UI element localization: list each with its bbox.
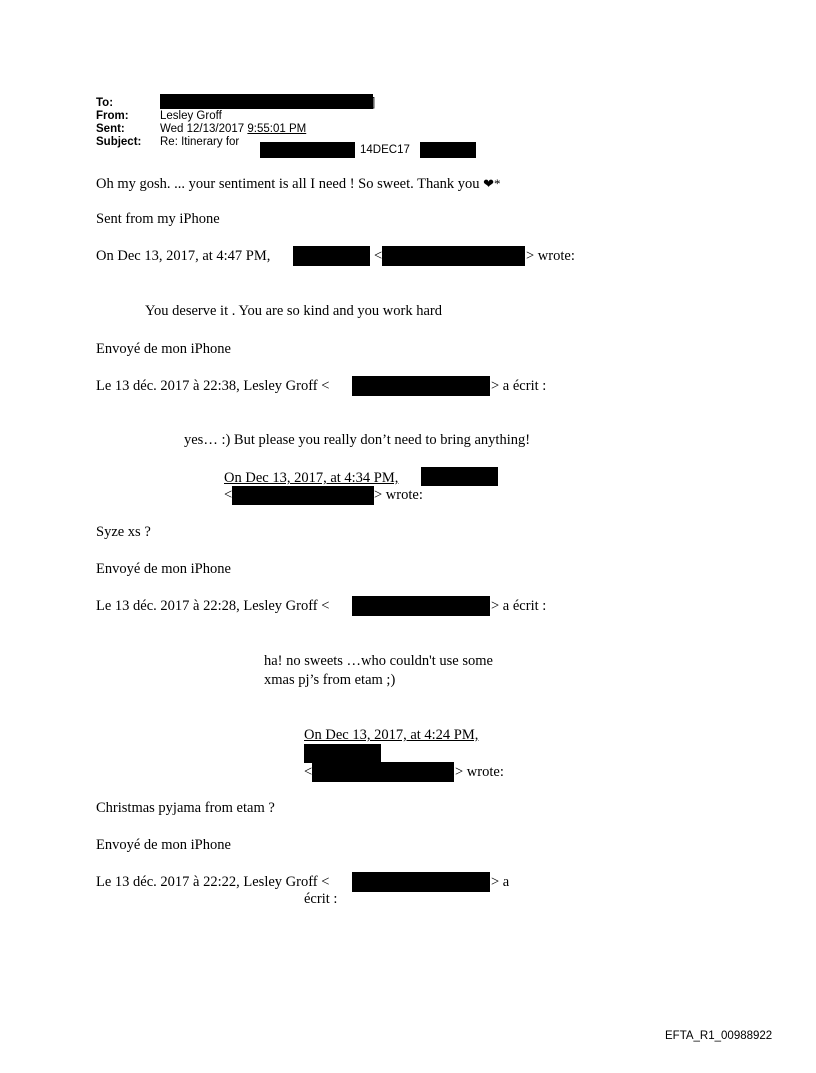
quote-header-6: Le 13 déc. 2017 à 22:22, Lesley Groff < bbox=[96, 874, 330, 890]
reply-line: Oh my gosh. ... your sentiment is all I need ! So sweet. Thank you ❤* bbox=[96, 176, 501, 192]
message-yes: yes… :) But please you really don’t need to bring anything! bbox=[184, 432, 531, 448]
quote-header-3: On Dec 13, 2017, at 4:34 PM, bbox=[224, 470, 399, 486]
redaction-sender-email-1 bbox=[382, 246, 525, 266]
quote-ecrit-4: > a écrit : bbox=[491, 598, 547, 614]
subject-prefix: Re: Itinerary for bbox=[160, 136, 240, 148]
quote-ecrit-6: écrit : bbox=[304, 891, 338, 907]
message-ha-line1: ha! no sweets …who couldn't use some bbox=[264, 653, 493, 669]
quote-wrote-5: > wrote: bbox=[455, 764, 504, 780]
quote-wrote-1: > wrote: bbox=[526, 248, 575, 264]
quote-header-2: Le 13 déc. 2017 à 22:38, Lesley Groff < bbox=[96, 378, 330, 394]
signature-envoye-3: Envoyé de mon iPhone bbox=[96, 837, 231, 853]
quote-lt-5: < bbox=[304, 764, 313, 780]
quote-header-1: On Dec 13, 2017, at 4:47 PM, bbox=[96, 248, 271, 264]
from-value: Lesley Groff bbox=[160, 110, 222, 122]
sent-value: Wed 12/13/2017 9:55:01 PM bbox=[160, 123, 307, 135]
bates-number: EFTA_R1_00988922 bbox=[665, 1030, 773, 1042]
subject-label: Subject: bbox=[96, 136, 142, 148]
redaction-subject-2 bbox=[420, 142, 476, 158]
to-label: To: bbox=[96, 97, 114, 109]
from-label: From: bbox=[96, 110, 129, 122]
redaction-sender-email-3 bbox=[232, 486, 374, 505]
quote-lt-3: < bbox=[224, 487, 233, 503]
quote-wrote-3: > wrote: bbox=[374, 487, 423, 503]
redaction-to bbox=[160, 94, 376, 109]
message-ha-line2: xmas pj’s from etam ;) bbox=[264, 672, 396, 688]
quote-header-5: On Dec 13, 2017, at 4:24 PM, bbox=[304, 727, 479, 743]
to-tail: ] bbox=[372, 97, 376, 109]
signature-iphone: Sent from my iPhone bbox=[96, 211, 220, 227]
redaction-sender-name-3 bbox=[421, 467, 498, 486]
subject-date: 14DEC17 bbox=[360, 144, 410, 156]
redaction-subject-1 bbox=[260, 142, 355, 158]
message-you-deserve: You deserve it . You are so kind and you work hard bbox=[145, 303, 442, 319]
sent-label: Sent: bbox=[96, 123, 125, 135]
redaction-email-4 bbox=[352, 596, 490, 616]
quote-ecrit-2: > a écrit : bbox=[491, 378, 547, 394]
redaction-sender-email-5 bbox=[312, 762, 454, 782]
heart-icon: ❤* bbox=[483, 176, 501, 191]
redaction-email-2 bbox=[352, 376, 490, 396]
redaction-sender-name-1 bbox=[293, 246, 370, 266]
message-syze: Syze xs ? bbox=[96, 524, 151, 540]
signature-envoye-2: Envoyé de mon iPhone bbox=[96, 561, 231, 577]
signature-envoye-1: Envoyé de mon iPhone bbox=[96, 341, 231, 357]
quote-header-4: Le 13 déc. 2017 à 22:28, Lesley Groff < bbox=[96, 598, 330, 614]
quote-lt-1: < bbox=[374, 248, 383, 264]
message-christmas: Christmas pyjama from etam ? bbox=[96, 800, 275, 816]
quote-a-6: > a bbox=[491, 874, 510, 890]
redaction-email-6 bbox=[352, 872, 490, 892]
redaction-sender-name-5 bbox=[304, 744, 381, 763]
